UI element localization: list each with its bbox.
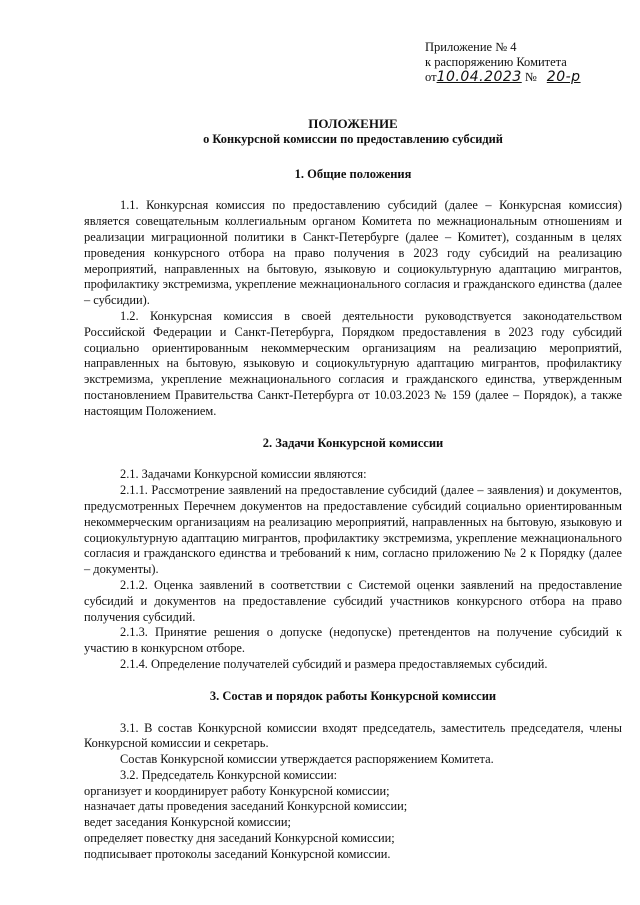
list-item: ведет заседания Конкурсной комиссии;: [84, 815, 291, 830]
paragraph-1-1: 1.1. Конкурсная комиссия по предоставлению субсидий (далее – Конкурсная комиссия) является совещательным коллегиальным органом Комитета по межнациональным отношениям и реализации миграционной политики в Санкт-Петербурге (далее – Комитет), созданным в целях проведения конкурсного отбора на право получения в 2023 году субсидий на реализацию мероприятий, направленных на бытовую, языковую и социокультурную адаптацию мигрантов, профилактику экстремизма, укрепление межнационального согласия и гражданского единства (далее – субсидии).: [84, 198, 622, 308]
list-item: назначает даты проведения заседаний Конкурсной комиссии;: [84, 799, 408, 814]
paragraph-3-2: 3.2. Председатель Конкурсной комиссии:: [120, 767, 338, 782]
paragraph-3-1: 3.1. В состав Конкурсной комиссии входят председатель, заместитель председателя, члены Конкурсной комиссии и секретарь.: [84, 720, 622, 751]
handwritten-date: 10.04.2023: [436, 69, 522, 85]
paragraph-2-1-1: 2.1.1. Рассмотрение заявлений на предоставление субсидий (далее – заявления) и документов, предусмотренных Перечнем документов на предоставление субсидий социально ориентированным некоммерческим организациям на реализацию мероприятий, направленных на бытовую, языковую и социокультурную адаптацию мигрантов, профилактику экстремизма, укрепление межнационального согласия и гражданского единства и требований к ним, согласно приложению № 2 к Порядку (далее – документы).: [84, 483, 622, 577]
appendix-date-line: [425, 70, 615, 85]
list-item: подписывает протоколы заседаний Конкурсной комиссии.: [84, 846, 391, 861]
appendix-block: [425, 40, 615, 85]
appendix-line-1: Приложение № 4: [425, 40, 517, 54]
list-item: определяет повестку дня заседаний Конкурсной комиссии;: [84, 831, 395, 846]
paragraph-2-1-2: 2.1.2. Оценка заявлений в соответствии с Системой оценки заявлений на предоставление субсидий и документов на предоставление субсидий участников конкурсного отбора на право получения субсидий.: [84, 577, 622, 624]
handwritten-number: 20-р: [546, 69, 581, 85]
section-3-heading: 3. Состав и порядок работы Конкурсной комиссии: [209, 688, 497, 703]
section-2-heading: 2. Задачи Конкурсной комиссии: [262, 435, 444, 450]
paragraph-2-1-4: 2.1.4. Определение получателей субсидий и размера предоставляемых субсидий.: [120, 656, 548, 671]
appendix-line-2: к распоряжению Комитета: [425, 55, 567, 69]
paragraph-2-1: 2.1. Задачами Конкурсной комиссии являются:: [120, 467, 367, 482]
document-body: [84, 116, 622, 863]
document-title: ПОЛОЖЕНИЕ: [308, 116, 398, 131]
paragraph-3-1-note: Состав Конкурсной комиссии утверждается распоряжением Комитета.: [120, 752, 494, 767]
number-prefix: №: [524, 70, 537, 84]
section-1-heading: 1. Общие положения: [294, 166, 412, 181]
document-subtitle: о Конкурсной комиссии по предоставлению субсидий: [203, 131, 503, 146]
paragraph-1-2: 1.2. Конкурсная комиссия в своей деятельности руководствуется законодательством Российской Федерации и Санкт-Петербурга, Порядком предоставления в 2023 году субсидий социально ориентированным некоммерческим организациям на реализацию мероприятий, направленных на бытовую, языковую и социокультурную адаптацию мигрантов, профилактику экстремизма, укрепление межнационального согласия и гражданского единства, утвержденным постановлением Правительства Санкт-Петербурга от 10.03.2023 № 159 (далее – Порядок), а также настоящим Положением.: [84, 308, 622, 418]
paragraph-2-1-3: 2.1.3. Принятие решения о допуске (недопуске) претендентов на получение субсидий к участию в конкурсном отборе.: [84, 625, 622, 656]
date-prefix: от: [425, 70, 437, 84]
list-item: организует и координирует работу Конкурсной комиссии;: [84, 783, 390, 798]
